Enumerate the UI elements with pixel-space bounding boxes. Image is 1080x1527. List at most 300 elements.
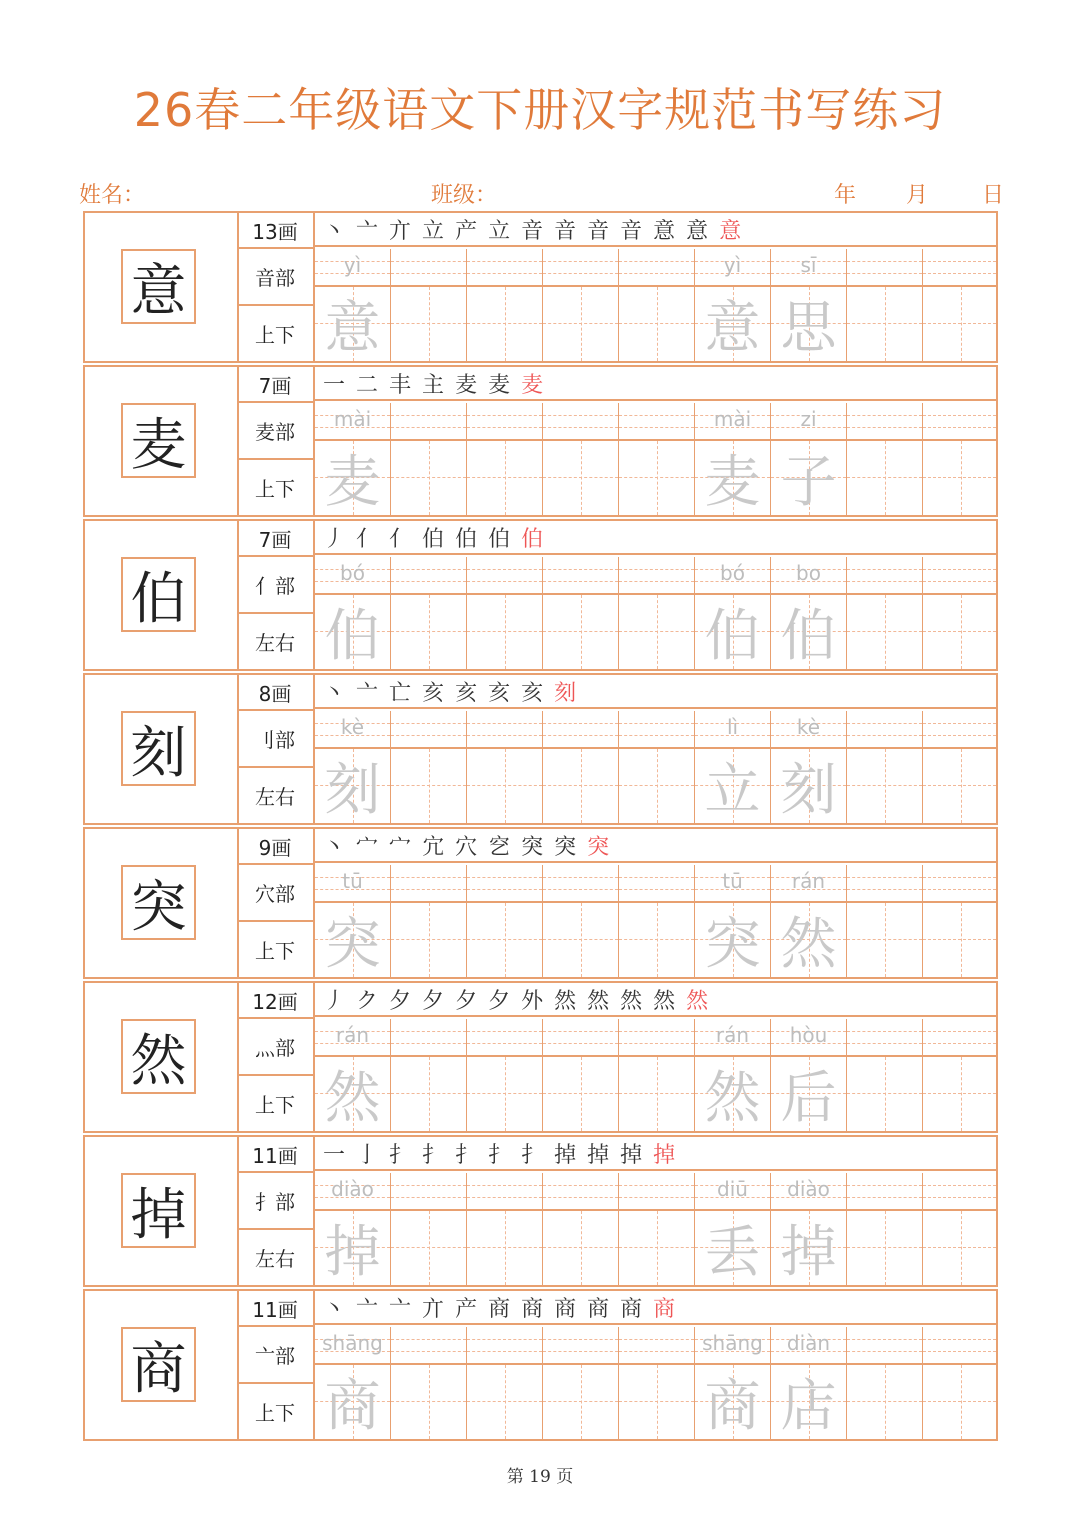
- practice-block: [83, 827, 998, 979]
- practice-cell[interactable]: [543, 1019, 619, 1131]
- stroke-step: 亻: [389, 526, 412, 552]
- main-char: 意: [121, 249, 196, 324]
- stroke-step: 宀: [389, 834, 412, 860]
- char-info: [237, 829, 315, 977]
- structure: 上下: [255, 477, 295, 501]
- main-char: 突: [121, 865, 196, 940]
- trace-char: [619, 441, 694, 515]
- practice-cell[interactable]: [543, 1327, 619, 1439]
- practice-cell[interactable]: [695, 249, 771, 361]
- stroke-order: [315, 983, 996, 1017]
- trace-char: [847, 287, 922, 361]
- practice-block: [83, 211, 998, 363]
- radical: 音部: [237, 249, 313, 306]
- trace-char: [923, 287, 996, 361]
- stroke-step: 然: [554, 988, 577, 1014]
- stroke-step: 亥: [422, 680, 445, 706]
- trace-char: 伯: [780, 604, 837, 669]
- stroke-count: 7画: [237, 367, 313, 403]
- main-char-cell: [85, 1137, 239, 1285]
- stroke-step: 伯: [488, 526, 511, 552]
- trace-char: [391, 441, 466, 515]
- stroke-step: 亥: [521, 680, 544, 706]
- stroke-step: 伯: [521, 526, 544, 552]
- stroke-step: 然: [620, 988, 643, 1014]
- practice-cell[interactable]: [923, 1173, 996, 1285]
- practice-cell[interactable]: [695, 557, 771, 669]
- stroke-step: 扌: [422, 1142, 445, 1168]
- main-char-cell: [85, 1291, 239, 1439]
- stroke-step: 商: [521, 1296, 544, 1322]
- trace-char: [619, 1365, 694, 1439]
- trace-char: [391, 1211, 466, 1285]
- trace-char: [543, 749, 618, 823]
- practice-cell[interactable]: [467, 249, 543, 361]
- trace-char: [543, 903, 618, 977]
- trace-char: [467, 1211, 542, 1285]
- trace-char: [923, 903, 996, 977]
- stroke-order: [315, 1291, 996, 1325]
- stroke-step: 突: [587, 834, 610, 860]
- practice-cell[interactable]: [771, 711, 847, 823]
- stroke-step: 丿: [323, 526, 346, 552]
- char-info: [237, 521, 315, 669]
- practice-cell[interactable]: [391, 557, 467, 669]
- structure: 左右: [255, 631, 295, 655]
- practice-cell[interactable]: [315, 249, 391, 361]
- stroke-step: 然: [587, 988, 610, 1014]
- practice-cell[interactable]: [619, 865, 695, 977]
- practice-blocks: [83, 211, 998, 1443]
- practice-cell[interactable]: [391, 711, 467, 823]
- stroke-step: 刻: [554, 680, 577, 706]
- pinyin: yì: [343, 253, 362, 277]
- practice-cell[interactable]: [771, 403, 847, 515]
- trace-char: [847, 1211, 922, 1285]
- radical: 扌部: [237, 1173, 313, 1230]
- practice-cell[interactable]: [847, 557, 923, 669]
- trace-char: 掉: [780, 1220, 837, 1285]
- stroke-step: 丿: [323, 988, 346, 1014]
- structure: 上下: [255, 1093, 295, 1117]
- stroke-step: 然: [686, 988, 709, 1014]
- practice-cell[interactable]: [771, 557, 847, 669]
- practice-cell[interactable]: [315, 865, 391, 977]
- practice-cell[interactable]: [847, 865, 923, 977]
- writing-grid: [315, 1019, 996, 1131]
- pinyin: shāng: [702, 1331, 763, 1355]
- trace-char: [391, 749, 466, 823]
- pinyin: rán: [791, 869, 826, 893]
- trace-char: 然: [324, 1066, 381, 1131]
- stroke-count: 11画: [237, 1291, 313, 1327]
- stroke-step: 掉: [587, 1142, 610, 1168]
- stroke-step: 穵: [488, 834, 511, 860]
- practice-cell[interactable]: [467, 711, 543, 823]
- char-info: [237, 675, 315, 823]
- structure: 上下: [255, 939, 295, 963]
- practice-cell[interactable]: [771, 865, 847, 977]
- pinyin: tū: [342, 869, 363, 893]
- trace-char: 子: [780, 450, 837, 515]
- stroke-step: 扌: [521, 1142, 544, 1168]
- trace-char: [619, 903, 694, 977]
- trace-char: [543, 441, 618, 515]
- month-label: 月: [906, 183, 929, 208]
- stroke-step: 产: [455, 218, 478, 244]
- main-char-cell: [85, 521, 239, 669]
- pinyin: mài: [333, 407, 372, 431]
- stroke-step: 夕: [488, 988, 511, 1014]
- stroke-step: 伯: [455, 526, 478, 552]
- main-char: 掉: [121, 1173, 196, 1248]
- main-char-cell: [85, 675, 239, 823]
- trace-char: [391, 1057, 466, 1131]
- practice-cell[interactable]: [923, 1327, 996, 1439]
- practice-cell[interactable]: [619, 403, 695, 515]
- stroke-step: 亠: [356, 1296, 379, 1322]
- trace-char: [467, 287, 542, 361]
- practice-cell[interactable]: [543, 1173, 619, 1285]
- practice-cell[interactable]: [771, 1327, 847, 1439]
- main-char-cell: [85, 213, 239, 361]
- trace-char: [619, 595, 694, 669]
- stroke-step: 一: [323, 1142, 346, 1168]
- pinyin: diào: [331, 1177, 374, 1201]
- trace-char: [467, 595, 542, 669]
- radical: 灬部: [237, 1019, 313, 1076]
- practice-block: [83, 1289, 998, 1441]
- practice-cell[interactable]: [543, 249, 619, 361]
- name-label: 姓名：: [79, 183, 146, 208]
- page-title: 26春二年级语文下册汉字规范书写练习: [133, 83, 947, 137]
- writing-grid: [315, 557, 996, 669]
- stroke-step: 穴: [455, 834, 478, 860]
- practice-cell[interactable]: [923, 1019, 996, 1131]
- stroke-step: 突: [521, 834, 544, 860]
- practice-cell[interactable]: [315, 1173, 391, 1285]
- char-info: [237, 1137, 315, 1285]
- practice-cell[interactable]: [923, 403, 996, 515]
- char-info: [237, 213, 315, 361]
- trace-char: [391, 1365, 466, 1439]
- stroke-count: 9画: [237, 829, 313, 865]
- stroke-step: 立: [488, 218, 511, 244]
- stroke-count: 12画: [237, 983, 313, 1019]
- stroke-step: 亥: [488, 680, 511, 706]
- practice-cell[interactable]: [391, 1019, 467, 1131]
- trace-char: 商: [324, 1374, 381, 1439]
- practice-cell[interactable]: [619, 1327, 695, 1439]
- pinyin: mài: [713, 407, 752, 431]
- trace-char: [619, 749, 694, 823]
- practice-cell[interactable]: [847, 1327, 923, 1439]
- structure: 上下: [255, 1401, 295, 1425]
- radical: 亠部: [237, 1327, 313, 1384]
- trace-char: 伯: [704, 604, 761, 669]
- trace-char: 然: [704, 1066, 761, 1131]
- practice-cell[interactable]: [847, 403, 923, 515]
- stroke-step: 丶: [323, 680, 346, 706]
- trace-char: [467, 749, 542, 823]
- main-char-cell: [85, 829, 239, 977]
- trace-char: [923, 1211, 996, 1285]
- practice-cell[interactable]: [619, 249, 695, 361]
- practice-cell[interactable]: [391, 865, 467, 977]
- trace-char: 突: [704, 912, 761, 977]
- stroke-step: 掉: [653, 1142, 676, 1168]
- page-number: 第 19 页: [506, 1467, 574, 1487]
- stroke-step: 亠: [356, 680, 379, 706]
- pinyin: bó: [720, 561, 745, 585]
- stroke-count: 7画: [237, 521, 313, 557]
- stroke-step: 扌: [455, 1142, 478, 1168]
- practice-cell[interactable]: [543, 557, 619, 669]
- writing-grid: [315, 865, 996, 977]
- char-info: [237, 1291, 315, 1439]
- stroke-step: 商: [587, 1296, 610, 1322]
- stroke-step: 丰: [389, 372, 412, 398]
- stroke-step: 宂: [422, 834, 445, 860]
- trace-char: [619, 1211, 694, 1285]
- practice-cell[interactable]: [467, 1327, 543, 1439]
- stroke-step: 音: [554, 218, 577, 244]
- stroke-order: [315, 675, 996, 709]
- trace-char: [923, 1365, 996, 1439]
- trace-char: 突: [324, 912, 381, 977]
- pinyin: rán: [335, 1023, 370, 1047]
- stroke-step: 麦: [521, 372, 544, 398]
- radical: 刂部: [237, 711, 313, 768]
- stroke-step: 音: [620, 218, 643, 244]
- trace-char: [923, 595, 996, 669]
- stroke-step: 麦: [488, 372, 511, 398]
- practice-cell[interactable]: [543, 711, 619, 823]
- pinyin: shāng: [322, 1331, 383, 1355]
- stroke-step: 突: [554, 834, 577, 860]
- stroke-order: [315, 367, 996, 401]
- practice-block: [83, 1135, 998, 1287]
- practice-cell[interactable]: [771, 1173, 847, 1285]
- radical: 穴部: [237, 865, 313, 922]
- stroke-step: 二: [356, 372, 379, 398]
- stroke-count: 11画: [237, 1137, 313, 1173]
- trace-char: [543, 595, 618, 669]
- trace-char: [391, 903, 466, 977]
- trace-char: [847, 1057, 922, 1131]
- trace-char: [847, 595, 922, 669]
- stroke-step: 商: [653, 1296, 676, 1322]
- practice-cell[interactable]: [695, 865, 771, 977]
- trace-char: [619, 287, 694, 361]
- radical: 麦部: [237, 403, 313, 460]
- practice-cell[interactable]: [847, 249, 923, 361]
- writing-grid: [315, 1327, 996, 1439]
- char-info: [237, 367, 315, 515]
- stroke-step: 亣: [422, 1296, 445, 1322]
- stroke-step: 产: [455, 1296, 478, 1322]
- writing-grid: [315, 711, 996, 823]
- trace-char: 意: [704, 296, 761, 361]
- pinyin: tū: [722, 869, 743, 893]
- practice-cell[interactable]: [923, 865, 996, 977]
- practice-cell[interactable]: [923, 711, 996, 823]
- trace-char: 意: [324, 296, 381, 361]
- stroke-step: 商: [488, 1296, 511, 1322]
- structure: 左右: [255, 1247, 295, 1271]
- practice-cell[interactable]: [695, 1019, 771, 1131]
- practice-cell[interactable]: [847, 1019, 923, 1131]
- stroke-step: 主: [422, 372, 445, 398]
- stroke-count: 13画: [237, 213, 313, 249]
- class-label: 班级：: [431, 183, 498, 208]
- stroke-step: 掉: [554, 1142, 577, 1168]
- pinyin: rán: [715, 1023, 750, 1047]
- practice-cell[interactable]: [771, 249, 847, 361]
- practice-block: [83, 673, 998, 825]
- stroke-step: 亻: [356, 526, 379, 552]
- pinyin: hòu: [789, 1023, 828, 1047]
- practice-cell[interactable]: [467, 557, 543, 669]
- trace-char: 麦: [324, 450, 381, 515]
- stroke-step: 商: [620, 1296, 643, 1322]
- main-char-cell: [85, 367, 239, 515]
- trace-char: 店: [780, 1374, 837, 1439]
- practice-cell[interactable]: [315, 403, 391, 515]
- stroke-step: 亥: [455, 680, 478, 706]
- pinyin: zi: [800, 407, 817, 431]
- practice-cell[interactable]: [391, 249, 467, 361]
- practice-cell[interactable]: [467, 1019, 543, 1131]
- structure: 左右: [255, 785, 295, 809]
- stroke-step: ク: [356, 988, 379, 1014]
- stroke-step: 意: [653, 218, 676, 244]
- stroke-step: 夕: [422, 988, 445, 1014]
- trace-char: [543, 1057, 618, 1131]
- practice-cell[interactable]: [391, 1327, 467, 1439]
- practice-block: [83, 365, 998, 517]
- pinyin: diū: [717, 1177, 748, 1201]
- trace-char: [923, 441, 996, 515]
- year-label: 年: [834, 183, 857, 208]
- trace-char: 刻: [780, 758, 837, 823]
- stroke-step: 夕: [455, 988, 478, 1014]
- writing-grid: [315, 403, 996, 515]
- trace-char: 刻: [324, 758, 381, 823]
- practice-cell[interactable]: [619, 1019, 695, 1131]
- stroke-step: 立: [422, 218, 445, 244]
- practice-cell[interactable]: [315, 557, 391, 669]
- practice-cell[interactable]: [695, 711, 771, 823]
- main-char: 刻: [121, 711, 196, 786]
- trace-char: [543, 1365, 618, 1439]
- stroke-step: 亡: [389, 680, 412, 706]
- trace-char: 麦: [704, 450, 761, 515]
- stroke-step: 宀: [356, 834, 379, 860]
- stroke-step: 亠: [389, 1296, 412, 1322]
- trace-char: 然: [780, 912, 837, 977]
- trace-char: [391, 287, 466, 361]
- practice-cell[interactable]: [923, 249, 996, 361]
- stroke-step: 麦: [455, 372, 478, 398]
- main-char: 商: [121, 1327, 196, 1402]
- practice-cell[interactable]: [315, 1019, 391, 1131]
- practice-cell[interactable]: [619, 711, 695, 823]
- trace-char: [847, 1365, 922, 1439]
- trace-char: [543, 1211, 618, 1285]
- pinyin: diàn: [786, 1331, 831, 1355]
- practice-cell[interactable]: [695, 403, 771, 515]
- stroke-order: [315, 829, 996, 863]
- stroke-step: 伯: [422, 526, 445, 552]
- pinyin: kè: [796, 715, 821, 739]
- stroke-step: 扌: [389, 1142, 412, 1168]
- practice-cell[interactable]: [695, 1327, 771, 1439]
- trace-char: [847, 441, 922, 515]
- trace-char: 伯: [324, 604, 381, 669]
- stroke-order: [315, 1137, 996, 1171]
- stroke-count: 8画: [237, 675, 313, 711]
- writing-grid: [315, 249, 996, 361]
- practice-cell[interactable]: [923, 557, 996, 669]
- stroke-step: 夕: [389, 988, 412, 1014]
- pinyin: bo: [796, 561, 821, 585]
- practice-cell[interactable]: [467, 865, 543, 977]
- stroke-step: 扌: [488, 1142, 511, 1168]
- practice-cell[interactable]: [391, 1173, 467, 1285]
- practice-cell[interactable]: [847, 711, 923, 823]
- structure: 上下: [255, 323, 295, 347]
- stroke-step: 意: [719, 218, 742, 244]
- pinyin: kè: [340, 715, 365, 739]
- trace-char: 商: [704, 1374, 761, 1439]
- char-info: [237, 983, 315, 1131]
- trace-char: [847, 749, 922, 823]
- practice-cell[interactable]: [695, 1173, 771, 1285]
- practice-cell[interactable]: [619, 1173, 695, 1285]
- practice-cell[interactable]: [771, 1019, 847, 1131]
- stroke-order: [315, 521, 996, 555]
- practice-cell[interactable]: [315, 1327, 391, 1439]
- main-char: 然: [121, 1019, 196, 1094]
- pinyin: yì: [723, 253, 742, 277]
- practice-cell[interactable]: [847, 1173, 923, 1285]
- practice-cell[interactable]: [467, 1173, 543, 1285]
- stroke-step: 亣: [389, 218, 412, 244]
- main-char: 麦: [121, 403, 196, 478]
- stroke-step: 商: [554, 1296, 577, 1322]
- practice-cell[interactable]: [543, 865, 619, 977]
- stroke-step: 丶: [323, 1296, 346, 1322]
- practice-block: [83, 519, 998, 671]
- pinyin: lì: [726, 715, 739, 739]
- stroke-step: 亅: [356, 1142, 379, 1168]
- trace-char: [543, 287, 618, 361]
- practice-cell[interactable]: [315, 711, 391, 823]
- trace-char: [619, 1057, 694, 1131]
- stroke-step: 音: [587, 218, 610, 244]
- trace-char: [467, 1057, 542, 1131]
- practice-cell[interactable]: [543, 403, 619, 515]
- pinyin: sī: [800, 253, 817, 277]
- practice-cell[interactable]: [467, 403, 543, 515]
- trace-char: 思: [780, 296, 837, 361]
- practice-cell[interactable]: [391, 403, 467, 515]
- stroke-step: 亠: [356, 218, 379, 244]
- stroke-step: 一: [323, 372, 346, 398]
- day-label: 日: [982, 183, 1005, 208]
- practice-cell[interactable]: [619, 557, 695, 669]
